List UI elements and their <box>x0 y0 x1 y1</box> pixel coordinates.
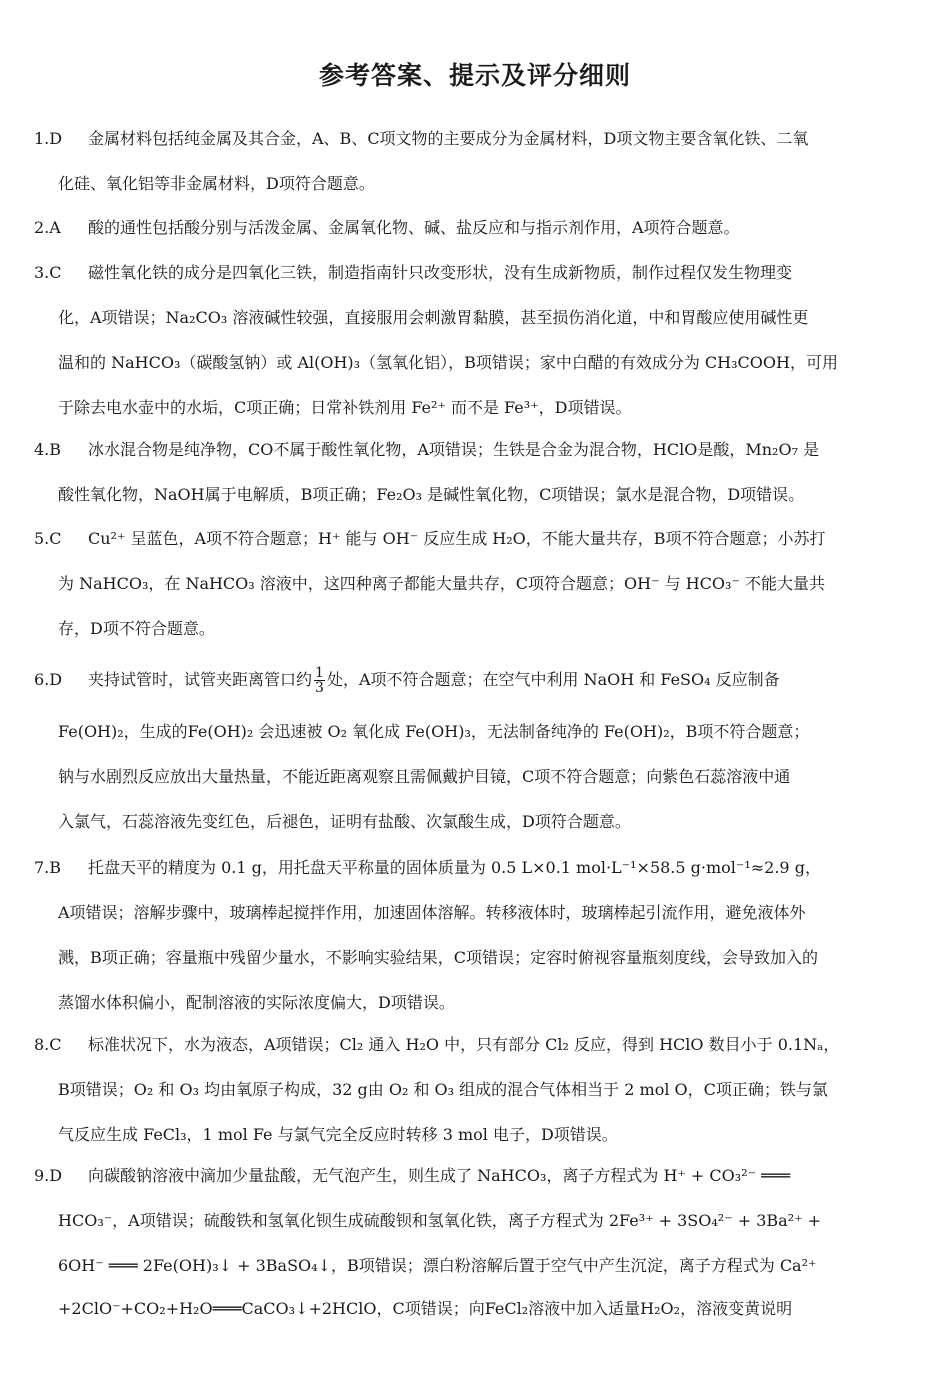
answer-line: B项错误；O₂ 和 O₃ 均由氧原子构成，32 g由 O₂ 和 O₃ 组成的混合气体相当于 2 mol O，C项正确；铁与氯 <box>58 1080 828 1099</box>
answer-number: 3.C <box>34 263 62 282</box>
answer-item-8 <box>34 1033 916 1168</box>
fraction-numerator: 1 <box>315 665 324 681</box>
answer-text: 处，A项不符合题意；在空气中利用 NaOH 和 FeSO₄ 反应制备 <box>326 670 780 689</box>
answer-number: 1.D <box>34 129 63 148</box>
answer-line: 化硅、氧化铝等非金属材料，D项符合题意。 <box>58 174 375 193</box>
fraction <box>314 666 325 695</box>
answer-text: 酸的通性包括酸分别与活泼金属、金属氧化物、碱、盐反应和与指示剂作用，A项符合题意。 <box>88 218 740 237</box>
answer-text: 标准状况下，水为液态，A项错误；Cl₂ 通入 H₂O 中，只有部分 Cl₂ 反应，得到 HClO 数目小于 0.1Nₐ， <box>88 1035 840 1054</box>
answer-line <box>34 216 916 261</box>
answer-item-1 <box>34 127 916 217</box>
answer-item-9 <box>34 1164 916 1299</box>
answer-number: 8.C <box>34 1035 62 1054</box>
answer-line-cropped: +2ClO⁻+CO₂+H₂O═══CaCO₃↓+2HClO，C项错误；向FeCl₂溶液中加入适量H₂O₂，溶液变黄说明 <box>58 1299 793 1318</box>
answer-line <box>34 527 916 572</box>
answer-line: 气反应生成 FeCl₃，1 mol Fe 与氯气完全反应时转移 3 mol 电子，D项错误。 <box>58 1125 618 1144</box>
answer-number: 7.B <box>34 858 62 877</box>
answer-text: 夹持试管时，试管夹距离管口约 <box>88 670 313 689</box>
answer-item-2 <box>34 216 916 261</box>
answer-line: Fe(OH)₂，生成的Fe(OH)₂ 会迅速被 O₂ 氧化成 Fe(OH)₃，无法制备纯净的 Fe(OH)₂，B项不符合题意； <box>58 722 810 741</box>
answer-line: 酸性氧化物，NaOH属于电解质，B项正确；Fe₂O₃ 是碱性氧化物，C项错误；氯水是混合物，D项错误。 <box>58 485 805 504</box>
answer-text: 向碳酸钠溶液中滴加少量盐酸，无气泡产生，则生成了 NaHCO₃，离子方程式为 H⁺ + CO₃²⁻ ═══ <box>88 1166 791 1185</box>
answer-line <box>34 261 916 306</box>
answer-text: 冰水混合物是纯净物，CO不属于酸性氧化物，A项错误；生铁是合金为混合物，HClO是酸，Mn₂O₇ 是 <box>88 440 820 459</box>
answer-line: 入氯气，石蕊溶液先变红色，后褪色，证明有盐酸、次氯酸生成，D项符合题意。 <box>58 812 631 831</box>
cropped-bottom-line <box>0 1292 950 1374</box>
answer-number: 4.B <box>34 440 62 459</box>
answer-line: 蒸馏水体积偏小，配制溶液的实际浓度偏大，D项错误。 <box>58 993 455 1012</box>
answer-line: A项错误；溶解步骤中，玻璃棒起搅拌作用，加速固体溶解。转移液体时，玻璃棒起引流作用，避免液体外 <box>58 903 806 922</box>
answer-line <box>34 660 916 720</box>
answer-item-6 <box>34 660 916 855</box>
answer-text: 磁性氧化铁的成分是四氧化三铁，制造指南针只改变形状，没有生成新物质，制作过程仅发生物理变 <box>88 263 793 282</box>
page-title: 参考答案、提示及评分细则 <box>318 61 631 90</box>
answer-item-7 <box>34 856 916 1036</box>
answer-item-3 <box>34 261 916 441</box>
answer-line <box>34 127 916 172</box>
answer-number: 6.D <box>34 670 63 689</box>
answer-text: Cu²⁺ 呈蓝色，A项不符合题意；H⁺ 能与 OH⁻ 反应生成 H₂O，不能大量共存，B项不符合题意；小苏打 <box>88 529 826 548</box>
answer-line: HCO₃⁻，A项错误；硫酸铁和氢氧化钡生成硫酸钡和氢氧化铁，离子方程式为 2Fe³⁺ + 3SO₄²⁻ + 3Ba²⁺ + <box>58 1211 822 1230</box>
answer-number: 2.A <box>34 218 61 237</box>
answer-number: 5.C <box>34 529 62 548</box>
answer-line: 化，A项错误；Na₂CO₃ 溶液碱性较强，直接服用会刺激胃黏膜，甚至损伤消化道，中和胃酸应使用碱性更 <box>58 308 809 327</box>
answer-line: 溅，B项正确；容量瓶中残留少量水，不影响实验结果，C项错误；定容时俯视容量瓶刻度线，会导致加入的 <box>58 948 819 967</box>
answer-item-4 <box>34 438 916 528</box>
answer-line <box>34 856 916 901</box>
answer-line <box>34 1164 916 1209</box>
answer-line: 存，D项不符合题意。 <box>58 619 215 638</box>
answer-line: 温和的 NaHCO₃（碳酸氢钠）或 Al(OH)₃（氢氧化铝），B项错误；家中白醋的有效成分为 CH₃COOH，可用 <box>58 353 838 372</box>
answer-line <box>34 438 916 483</box>
answer-line: 于除去电水壶中的水垢，C项正确；日常补铁剂用 Fe²⁺ 而不是 Fe³⁺，D项错误。 <box>58 398 632 417</box>
answer-line <box>34 1033 916 1078</box>
answer-text: 金属材料包括纯金属及其合金，A、B、C项文物的主要成分为金属材料，D项文物主要含氧化铁、二氧 <box>88 129 809 148</box>
answer-item-5 <box>34 527 916 662</box>
answer-text: 托盘天平的精度为 0.1 g，用托盘天平称量的固体质量为 0.5 L×0.1 mol·L⁻¹×58.5 g·mol⁻¹≈2.9 g， <box>88 858 821 877</box>
answer-line: 6OH⁻ ═══ 2Fe(OH)₃↓ + 3BaSO₄↓，B项错误；漂白粉溶解后置于空气中产生沉淀，离子方程式为 Ca²⁺ <box>58 1256 817 1275</box>
answer-line: 为 NaHCO₃，在 NaHCO₃ 溶液中，这四种离子都能大量共存，C项符合题意；OH⁻ 与 HCO₃⁻ 不能大量共 <box>58 574 825 593</box>
answer-line: 钠与水剧烈反应放出大量热量，不能近距离观察且需佩戴护目镜，C项不符合题意；向紫色石蕊溶液中通 <box>58 767 791 786</box>
answer-number: 9.D <box>34 1166 63 1185</box>
fraction-denominator: 3 <box>315 680 324 696</box>
